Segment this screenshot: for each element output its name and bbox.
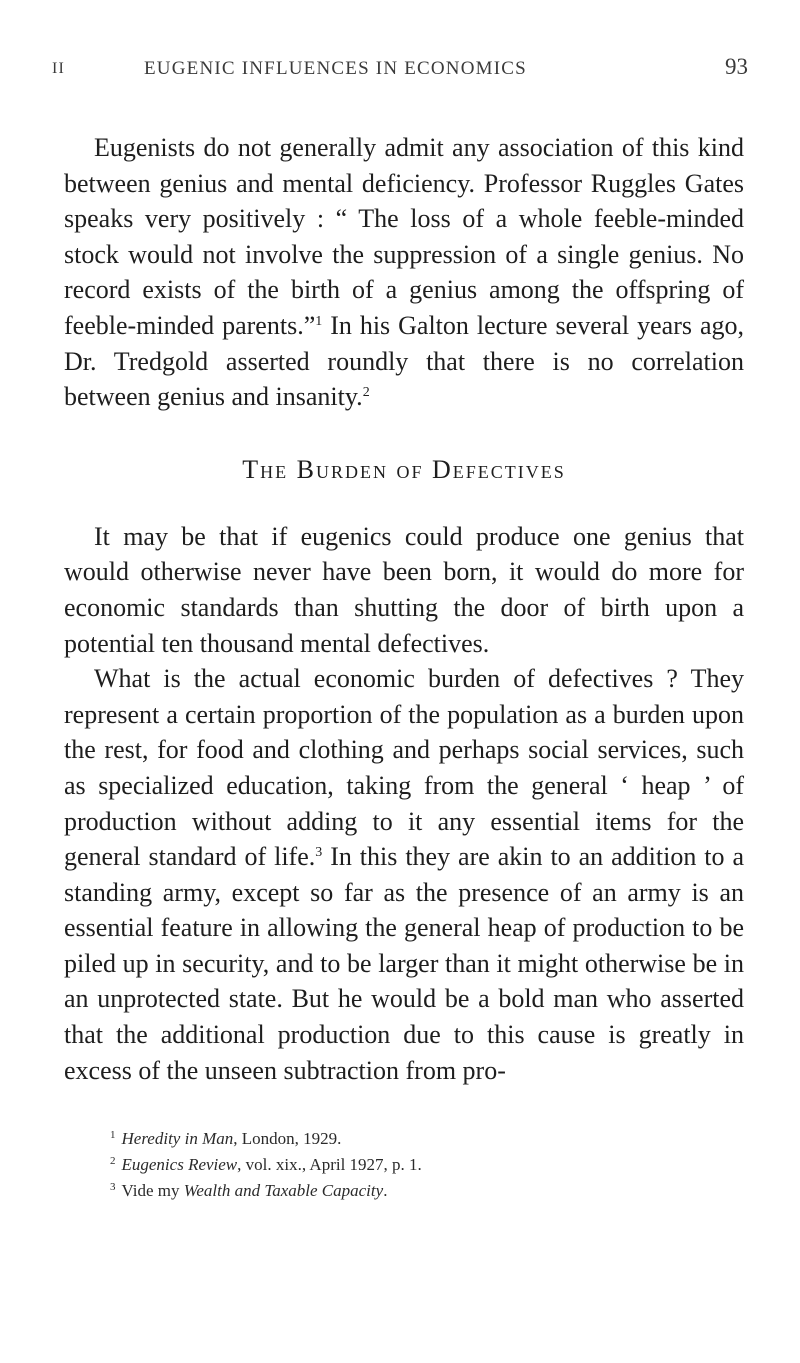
footnote-1 [64, 1124, 744, 1150]
footnote-marker: 1 [110, 1129, 116, 1142]
body-paragraph-2: It may be that if eugenics could produce one genius that would otherwise never have been born, it would do more for economic standards than shutting the door of birth upon a potential ten thousand mental defectives. [64, 521, 744, 658]
cited-work-title: Eugenics Review [121, 1155, 238, 1175]
citation-details: , London, 1929. [233, 1129, 342, 1149]
citation-details: . [383, 1181, 388, 1201]
paragraph-text: What is the actual economic burden of defectives ? They represent a certain proportion of the population as a burden upon the rest, for food and clothing and perhaps social services, such as specialized education, taking from the general ‘ heap ’ of production without adding to it any essential items for the general standard of life. [64, 664, 744, 872]
footnote-3 [64, 1176, 744, 1202]
paragraph-text-continued: In this they are akin to an addition to a standing army, except so far as the presence of an army is an essential feature in allowing the general heap of production to be piled up in security, and to be larger than it might otherwise be in an unprotected state. But he would be a bold man who asserted that the additional production due to this cause is greatly in excess of the unseen subtraction from pro- [64, 842, 744, 1085]
book-page [52, 48, 748, 1202]
footnote-2 [64, 1150, 744, 1176]
paragraph-text-continued: In his Galton lecture several years ago, Dr. Tredgold asserted roundly that there is no correlation between genius and insanity. [64, 310, 744, 412]
footnote-ref-3: 3 [315, 845, 323, 861]
footnote-ref-1: 1 [315, 313, 323, 329]
running-header [52, 48, 748, 88]
citation-lead: Vide my [121, 1181, 184, 1201]
footnote-ref-2: 2 [362, 385, 370, 401]
running-title: EUGENIC INFLUENCES IN ECONOMICS [144, 58, 527, 79]
footnotes [64, 1124, 744, 1202]
section-heading: The Burden of Defectives [242, 454, 566, 484]
cited-work-title: Heredity in Man [121, 1129, 234, 1149]
paragraph-text: Eugenists do not generally admit any association of this kind between genius and mental deficiency. Professor Ruggles Gates speaks very positively : “ The loss of a whole feeble-minded stock would not involve the suppression of a single genius. No record exists of the birth of a genius among the offspring of feeble-minded parents.” [64, 133, 744, 340]
body-paragraph-1 [64, 130, 744, 415]
citation-details: , vol. xix., April 1927, p. 1. [237, 1155, 422, 1175]
footnote-marker: 2 [110, 1155, 116, 1168]
cited-work-title: Wealth and Taxable Capacity [183, 1181, 384, 1201]
footnote-marker: 3 [110, 1181, 116, 1194]
chapter-number: II [52, 60, 66, 77]
body-paragraph-3 [64, 661, 744, 1088]
page-number: 93 [725, 54, 748, 79]
